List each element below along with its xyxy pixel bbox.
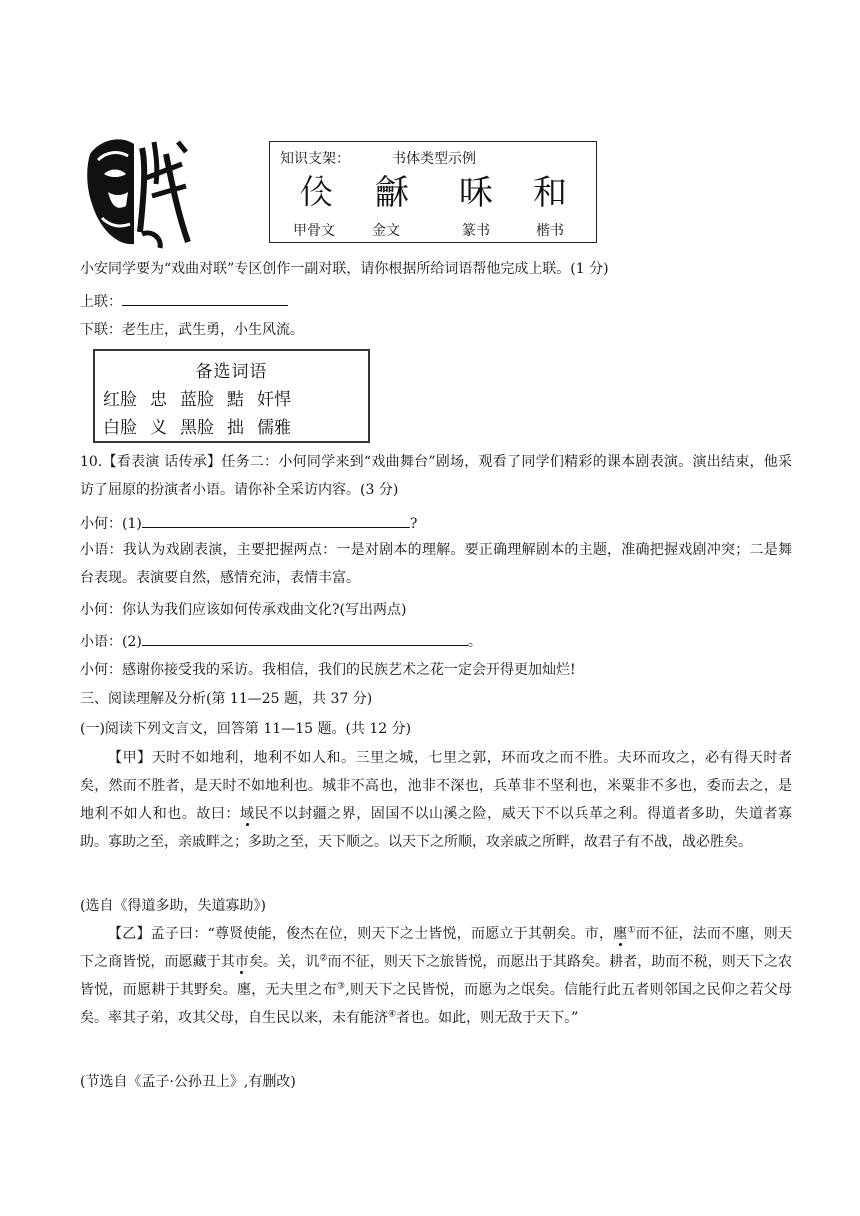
- label-oracle-bone: 甲骨文: [293, 223, 335, 239]
- opera-mask-illustration: [82, 134, 192, 252]
- couplet-prompt: 小安同学要为“戏曲对联”专区创作一副对联，请你根据所给词语帮他完成上联。(1 分): [80, 261, 609, 277]
- word-options-title: 备选词语: [195, 362, 268, 382]
- dotted-char: 域: [239, 806, 255, 822]
- script-types-heading: 知识支架： 书体类型示例: [280, 151, 476, 167]
- script-types-box: [269, 141, 597, 243]
- bronze-glyph: 龢: [375, 173, 409, 213]
- interview-line-4: 小语：(2) 。: [80, 630, 482, 652]
- interview-blank-2[interactable]: [142, 630, 468, 646]
- interview-line-2: 小语：我认为戏剧表演，主要把握两点：一是对剧本的理解。要正确理解剧本的主题，准确把握戏剧冲突；二是舞台表现。表演要自然，感情充沛，表情丰富。: [80, 542, 792, 586]
- passage-yi-source: (节选自《孟子·公孙丑上》,有删改): [80, 1074, 296, 1090]
- passage-jia-source: (选自《得道多助，失道寡助》): [80, 898, 266, 914]
- footnote-marker: ④: [388, 1009, 397, 1020]
- opera-mask-icon: [82, 134, 192, 252]
- question-10-intro: 10.【看表演 话传承】任务二：小何同学来到“戏曲舞台”剧场，观看了同学们精彩的课本剧表演。演出结束，他采访了屈原的扮演者小语。请你补全采访内容。(3 分): [80, 454, 792, 498]
- passage-jia: 【甲】天时不如地利，地利不如人和。三里之城，七里之郭，环而攻之而不胜。夫环而攻之，必有得天时者矣，然而不胜者，是天时不如地利也。城非不高也，池非不深也，兵革非不坚利也，米粟非不多也，委而去之，是地利不如人和也。故曰：域民不以封疆之界，固国不以山溪之险，威天下不以兵革之利。得道者多助，失道者寡助。寡助之至，亲戚畔之；多助之至，天下顺之。以天下之所顺，攻亲戚之所畔，故君子有不战，战必胜矣。: [80, 750, 793, 850]
- upper-couplet-blank[interactable]: [122, 290, 288, 306]
- oracle-bone-glyph: 𠇒: [299, 173, 333, 213]
- footnote-marker: ①: [627, 925, 636, 936]
- word-options-row-2: 白脸 义 黑脸 拙 儒雅: [103, 418, 291, 438]
- interview-line-5: 小何：感谢你接受我的采访。我相信，我们的民族艺术之花一定会开得更加灿烂!: [80, 662, 576, 678]
- regular-glyph: 和: [533, 173, 567, 213]
- interview-line-1: 小何：(1) ?: [80, 512, 417, 534]
- couplet-upper-line: 上联：: [80, 290, 288, 312]
- section-3-subtitle: (一)阅读下列文言文，回答第 11—15 题。(共 12 分): [80, 721, 412, 737]
- dotted-char: 廛: [613, 926, 628, 942]
- section-3-title: 三、阅读理解及分析(第 11—25 题，共 37 分): [80, 691, 373, 707]
- interview-blank-1[interactable]: [142, 512, 410, 528]
- label-bronze: 金文: [372, 223, 400, 239]
- word-options-box: [93, 349, 370, 443]
- label-seal: 篆书: [462, 223, 490, 239]
- interview-line-3: 小何：你认为我们应该如何传承戏曲文化?(写出两点): [80, 602, 407, 618]
- footnote-marker: ③: [336, 981, 346, 992]
- footnote-marker: ②: [319, 953, 328, 964]
- word-options-row-1: 红脸 忠 蓝脸 黠 奸悍: [103, 390, 291, 410]
- seal-glyph: 咊: [459, 173, 493, 213]
- couplet-lower-line: 下联：老生庄，武生勇，小生风流。: [80, 322, 304, 338]
- label-regular: 楷书: [536, 223, 564, 239]
- dotted-char: 市: [234, 954, 249, 970]
- passage-yi: 【乙】孟子曰：“尊贤使能，俊杰在位，则天下之士皆悦，而愿立于其朝矣。市，廛①而不征，法而不廛，则天下之商皆悦，而愿藏于其市矣。关，讥②而不征，则天下之旅皆悦，而愿出于其路矣。耕者，助而不税，则天下之农皆悦，而愿耕于其野矣。廛，无夫里之布③,则天下之民皆悦，而愿为之氓矣。信能行此五者则邻国之民仰之若父母矣。率其子弟，攻其父母，自生民以来，未有能济④者也。如此，则无敌于天下。”: [80, 925, 793, 1026]
